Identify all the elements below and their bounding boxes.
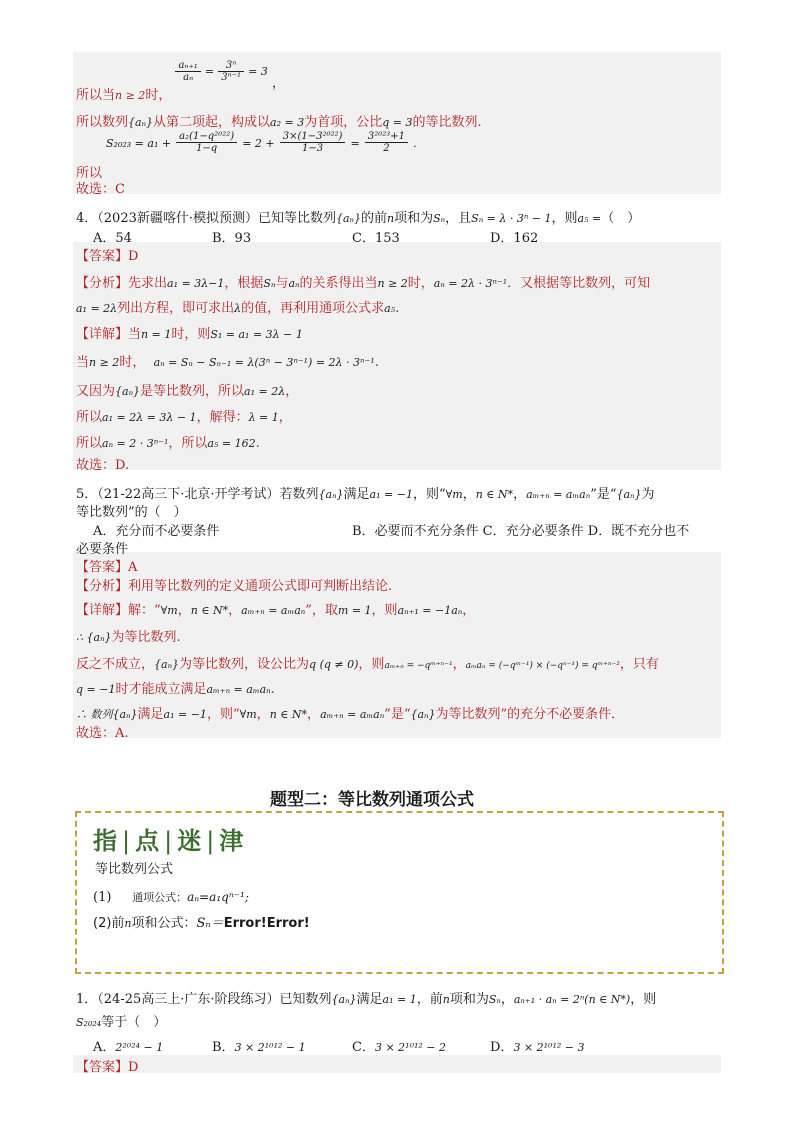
s2q1-stem-line-1: 1．（24-25高三上·广东·阶段练习）已知数列{aₙ}满足a₁ = 1，前n项和为Sₙ，aₙ₊₁ · aₙ = 2ⁿ(n ∈ N*)，则: [76, 992, 657, 1007]
q5-detail-line-3: 反之不成立，{aₙ}为等比数列，设公比为q (q ≠ 0)，则aₘ₊ₙ = −qᵐ⁺ⁿ⁻¹，aₘaₙ = (−qᵐ⁻¹) × (−qⁿ⁻¹) = qᵐ⁺ⁿ⁻²，只有: [76, 657, 659, 672]
tip-box: [75, 811, 724, 974]
s2q1-option-a: A．2²⁰²⁴ − 1: [93, 1040, 164, 1055]
tip-heading-chars: 指 | 点 | 迷 | 津: [93, 827, 245, 855]
s2q1-answer-label: 【答案】D: [76, 1060, 139, 1075]
tip-subheading: 等比数列公式: [95, 862, 174, 877]
q4-option-b: B．93: [212, 231, 252, 246]
top-answer: 故选：C: [76, 182, 125, 197]
q5-detail-line-4: q = −1时才能成立满足aₘ₊ₙ = aₘaₙ.: [76, 682, 275, 697]
q4-detail-line-4: 所以a₁ = 2λ = 3λ − 1，解得：λ = 1，: [76, 410, 292, 425]
s2q1-option-d: D．3 × 2¹⁰¹² − 3: [490, 1040, 585, 1055]
q4-stem: 4．（2023新疆喀什·模拟预测）已知等比数列{aₙ}的前n项和为Sₙ，且Sₙ = λ · 3ⁿ − 1，则a₅ =（ ）: [76, 211, 641, 226]
q5-answer-label: 【答案】A: [76, 560, 138, 575]
q5-analysis: 【分析】利用等比数列的定义通项公式即可判断出结论.: [76, 579, 393, 594]
solution-shade-q1: [73, 1055, 721, 1073]
q5-detail-line-1: 【详解】解：“∀m，n ∈ N*，aₘ₊ₙ = aₘaₙ”，取m = 1，则aₙ₊₁ = −1aₙ，: [76, 603, 476, 618]
s2q1-option-c: C．3 × 2¹⁰¹² − 2: [352, 1040, 447, 1055]
q4-detail-line-1: 【详解】当n = 1时，则S₁ = a₁ = 3λ − 1: [76, 327, 303, 342]
q5-detail-line-5: ∴ 数列{aₙ}满足a₁ = −1，则“∀m，n ∈ N*，aₘ₊ₙ = aₘaₙ”是“{aₙ}为等比数列”的充分不必要条件．: [76, 707, 625, 722]
q4-detail-line-3: 又因为{aₙ}是等比数列，所以a₁ = 2λ，: [76, 384, 299, 399]
section-title: 题型二：等比数列通项公式: [270, 790, 474, 810]
q4-option-c: C．153: [352, 231, 400, 246]
q5-stem-line-1: 5．（21-22高三下·北京·开学考试）若数列{aₙ}满足a₁ = −1，则“∀m，n ∈ N*，aₘ₊ₙ = aₘaₙ”是“{aₙ}为: [76, 487, 655, 502]
q4-detail-line-2: 当n ≥ 2时， aₙ = Sₙ − Sₙ₋₁ = λ(3ⁿ − 3ⁿ⁻¹) = 2λ · 3ⁿ⁻¹.: [76, 355, 379, 370]
tip-item-1: (1) 通项公式：aₙ=a₁qⁿ⁻¹;: [93, 890, 249, 905]
q4-final-answer: 故选：D.: [76, 458, 130, 473]
q5-option-bcd: B．必要而不充分条件 C．充分必要条件 D．既不充分也不: [352, 524, 690, 539]
top-line-3-prefix: 所以: [76, 166, 103, 181]
q5-option-a: A．充分而不必要条件: [93, 524, 220, 539]
q5-stem-line-2: 等比数列”的（ ）: [76, 505, 187, 520]
q4-answer-label: 【答案】D: [76, 249, 139, 264]
s2q1-option-b: B．3 × 2¹⁰¹² − 1: [212, 1040, 306, 1055]
q4-analysis-line-1: 【分析】先求出a₁ = 3λ−1，根据Sₙ与aₙ的关系得出当n ≥ 2时，aₙ = 2λ · 3ⁿ⁻¹．又根据等比数列，可知: [76, 276, 651, 291]
s2q1-stem-line-2: S₂₀₂₄等于（ ）: [76, 1015, 167, 1030]
tip-item-2: (2)前n项和公式：Sₙ＝Error!Error!: [93, 916, 310, 931]
q4-option-d: D．162: [490, 231, 539, 246]
q5-detail-line-2: ∴ {aₙ}为等比数列.: [76, 630, 181, 645]
q5-final-answer: 故选：A.: [76, 726, 129, 741]
top-line-3-formula: S₂₀₂₃ = a₁ + $\frac{\text{a₂(1−q²⁰²²)}}{1-q}$ = 2 + $\frac{\text{3×(1−3²⁰²²)}}{1-3}$ = $\frac{\text{3²⁰²³+1}}{2}$ .: [106, 131, 417, 154]
q4-detail-line-5: 所以aₙ = 2 · 3ⁿ⁻¹，所以a₅ = 162.: [76, 436, 260, 451]
q4-analysis-line-2: a₁ = 2λ列出方程，即可求出λ的值，再利用通项公式求a₅.: [76, 301, 400, 316]
top-line-1: 所以当$_{n \ge 2}$时， $\frac{\text{aₙ₊₁}}{\text{aₙ}}$ = $\frac{\text{3ⁿ}}{\text{3ⁿ⁻¹}}$ = 3 ，: [76, 60, 285, 103]
top-line-2: 所以数列{aₙ}从第二项起，构成以a₂ = 3为首项，公比q = 3的等比数列.: [76, 115, 482, 130]
q5-option-d-cont: 必要条件: [76, 542, 129, 557]
q4-option-a: A．54: [93, 231, 132, 246]
